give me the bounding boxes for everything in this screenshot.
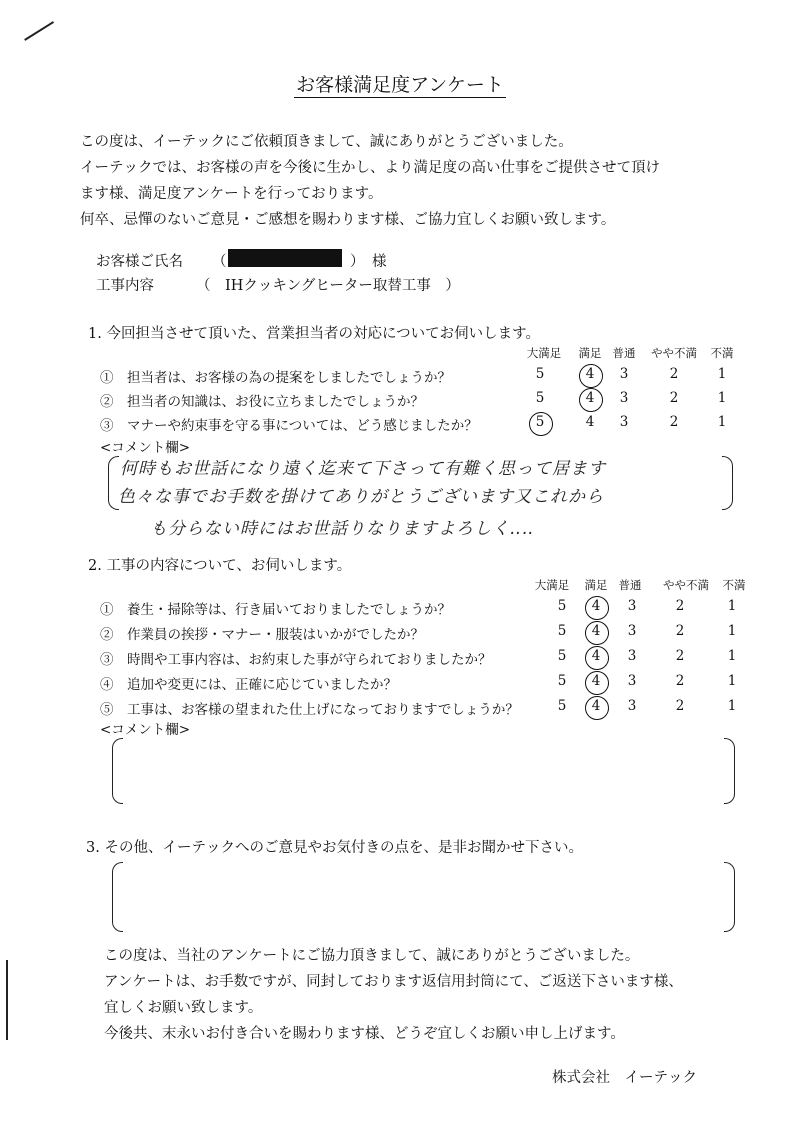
comment-bracket-left bbox=[112, 738, 123, 804]
scale-header: 大満足 bbox=[526, 346, 562, 360]
score-option: 4 bbox=[585, 366, 595, 382]
work-label: 工事内容 bbox=[96, 278, 154, 294]
open-paren: （ bbox=[212, 254, 227, 270]
scale-header: やや不満 bbox=[663, 578, 709, 592]
scan-mark bbox=[24, 21, 54, 40]
comment-label: <コメント欄> bbox=[100, 440, 191, 456]
handwritten-comment: 色々な事でお手数を掛けてありがとうございます又これから bbox=[118, 487, 604, 507]
scale-header: 満足 bbox=[578, 346, 602, 360]
score-option: 2 bbox=[669, 390, 679, 406]
question-item: ⑤ 工事は、お客様の望まれた仕上げになっておりますでしょうか？ bbox=[100, 702, 519, 718]
intro-line: ます様、満足度アンケートを行っております。 bbox=[80, 186, 383, 202]
intro-line: イーテックでは、お客様の声を今後に生かし、より満足度の高い仕事をご提供させて頂け bbox=[80, 160, 660, 176]
score-option: 4 bbox=[591, 598, 601, 614]
scan-mark bbox=[6, 960, 8, 1040]
section3-heading: 3. その他、イーテックへのご意見やお気付きの点を、是非お聞かせ下さい。 bbox=[86, 840, 583, 856]
score-option: 2 bbox=[669, 366, 679, 382]
score-option: 1 bbox=[717, 366, 727, 382]
question-item: ③ 時間や工事内容は、お約束した事が守られておりましたか？ bbox=[100, 652, 492, 668]
score-option: 4 bbox=[591, 648, 601, 664]
score-option: 2 bbox=[675, 598, 685, 614]
score-option: 3 bbox=[619, 414, 629, 430]
score-option: 4 bbox=[585, 390, 595, 406]
question-item: ② 担当者の知識は、お役に立ちましたでしょうか？ bbox=[100, 394, 424, 410]
redacted-name bbox=[228, 249, 342, 267]
scale-header: やや不満 bbox=[651, 346, 697, 360]
score-option: 1 bbox=[727, 698, 737, 714]
handwritten-comment: 何時もお世話になり遠く迄来て下さって有難く思って居ます bbox=[120, 459, 606, 479]
score-option: 1 bbox=[727, 648, 737, 664]
score-option: 3 bbox=[627, 623, 637, 639]
honorific: 様 bbox=[372, 254, 387, 270]
score-option: 4 bbox=[591, 698, 601, 714]
score-option: 3 bbox=[619, 366, 629, 382]
scale-header: 不満 bbox=[722, 578, 746, 592]
score-option: 2 bbox=[675, 698, 685, 714]
score-option: 3 bbox=[627, 598, 637, 614]
score-option: 5 bbox=[557, 673, 567, 689]
comment-bracket-right bbox=[724, 738, 735, 804]
selected-score-circle bbox=[577, 362, 604, 389]
score-option: 1 bbox=[727, 623, 737, 639]
comment-label: <コメント欄> bbox=[100, 722, 191, 738]
comment-bracket-right bbox=[724, 862, 735, 932]
score-option: 5 bbox=[557, 623, 567, 639]
score-option: 1 bbox=[717, 414, 727, 430]
scale-header: 満足 bbox=[584, 578, 608, 592]
scale-header: 普通 bbox=[612, 346, 636, 360]
score-option: 3 bbox=[627, 698, 637, 714]
comment-bracket-left bbox=[112, 862, 123, 932]
selected-score-circle bbox=[583, 594, 610, 621]
outro-line: アンケートは、お手数ですが、同封しております返信用封筒にて、ご返送下さいます様、 bbox=[104, 974, 683, 990]
selected-score-circle bbox=[583, 694, 610, 721]
section2-heading: 2. 工事の内容について、お伺いします。 bbox=[88, 558, 352, 574]
score-option: 2 bbox=[675, 623, 685, 639]
intro-line: この度は、イーテックにご依頼頂きまして、誠にありがとうございました。 bbox=[80, 134, 573, 150]
scale-header: 普通 bbox=[618, 578, 642, 592]
selected-score-circle bbox=[527, 410, 554, 437]
scale-header: 不満 bbox=[710, 346, 734, 360]
selected-score-circle bbox=[583, 669, 610, 696]
score-option: 3 bbox=[627, 648, 637, 664]
score-option: 2 bbox=[669, 414, 679, 430]
score-option: 2 bbox=[675, 648, 685, 664]
work-value: （ IHクッキングヒーター取替工事 ） bbox=[196, 278, 460, 294]
selected-score-circle bbox=[577, 386, 604, 413]
score-option: 5 bbox=[535, 366, 545, 382]
score-option: 1 bbox=[727, 598, 737, 614]
page-title: お客様満足度アンケート bbox=[296, 74, 504, 96]
handwritten-comment: も分らない時にはお世話りなりますよろしく‥‥ bbox=[150, 519, 535, 539]
score-option: 5 bbox=[557, 648, 567, 664]
score-option: 4 bbox=[591, 673, 601, 689]
score-option: 2 bbox=[675, 673, 685, 689]
comment-bracket-right bbox=[722, 456, 733, 510]
section1-heading: 1. 今回担当させて頂いた、営業担当者の対応についてお伺いします。 bbox=[88, 326, 540, 342]
score-option: 3 bbox=[627, 673, 637, 689]
close-paren: ） bbox=[350, 254, 365, 270]
outro-line: 今後共、末永いお付き合いを賜わります様、どうぞ宜しくお願い申し上げます。 bbox=[104, 1026, 625, 1042]
score-option: 5 bbox=[557, 698, 567, 714]
outro-line: この度は、当社のアンケートにご協力頂きまして、誠にありがとうございました。 bbox=[104, 948, 640, 964]
score-option: 4 bbox=[585, 414, 595, 430]
question-item: ① 養生・掃除等は、行き届いておりましたでしょうか？ bbox=[100, 602, 451, 618]
outro-line: 宜しくお願い致します。 bbox=[104, 1000, 263, 1016]
customer-name-label: お客様ご氏名 bbox=[96, 254, 183, 270]
score-option: 5 bbox=[535, 390, 545, 406]
question-item: ③ マナーや約束事を守る事については、どう感じましたか？ bbox=[100, 418, 478, 434]
question-item: ① 担当者は、お客様の為の提案をしましたでしょうか？ bbox=[100, 370, 451, 386]
score-option: 4 bbox=[591, 623, 601, 639]
score-option: 5 bbox=[557, 598, 567, 614]
selected-score-circle bbox=[583, 619, 610, 646]
scale-header: 大満足 bbox=[534, 578, 570, 592]
score-option: 1 bbox=[727, 673, 737, 689]
score-option: 5 bbox=[535, 414, 545, 430]
score-option: 3 bbox=[619, 390, 629, 406]
question-item: ② 作業員の挨拶・マナー・服装はいかがでしたか？ bbox=[100, 627, 424, 643]
company-name: 株式会社 イーテック bbox=[552, 1070, 697, 1086]
question-item: ④ 追加や変更には、正確に応じていましたか？ bbox=[100, 677, 397, 693]
selected-score-circle bbox=[583, 644, 610, 671]
intro-line: 何卒、忌憚のないご意見・ご感想を賜わります様、ご協力宜しくお願い致します。 bbox=[80, 212, 616, 228]
score-option: 1 bbox=[717, 390, 727, 406]
